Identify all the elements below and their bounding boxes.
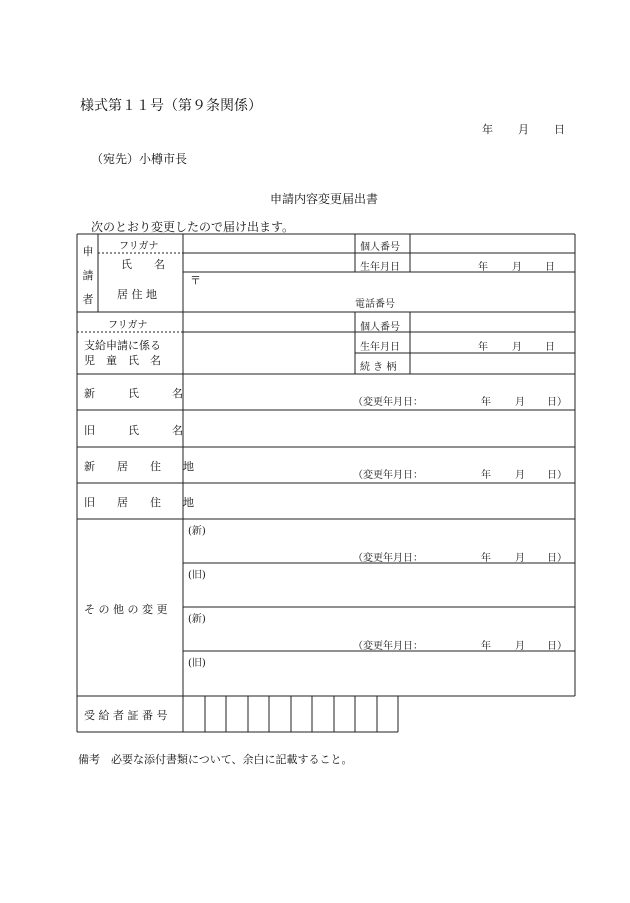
applicant-address-label: 居 住 地 <box>117 288 157 301</box>
child-birth-label: 生年月日 <box>360 342 400 353</box>
change-date-day: 日） <box>547 553 567 564</box>
applicant-furigana-label: フリガナ <box>119 241 159 252</box>
change-date-month: 月 <box>515 470 525 481</box>
change-date-year: 年 <box>481 397 491 408</box>
applicant-side-char: 者 <box>82 293 94 306</box>
header-date-month: 月 <box>518 123 529 136</box>
change-date-month: 月 <box>515 397 525 408</box>
change-date-new-name <box>353 393 568 407</box>
child-personal-no-label: 個人番号 <box>360 322 400 333</box>
change-date-other-2 <box>353 637 568 651</box>
new-name-label: 新 氏 名 <box>84 387 183 400</box>
change-date-other-1 <box>353 549 568 563</box>
change-date-year: 年 <box>481 641 491 652</box>
change-date-day: 日） <box>547 397 567 408</box>
child-furigana-label: フリガナ <box>108 320 148 331</box>
header-date-year: 年 <box>482 123 493 136</box>
old-mark-1: (旧) <box>188 570 206 581</box>
applicant-name-label: 氏 名 <box>121 258 165 271</box>
postal-mark: 〒 <box>190 274 201 287</box>
change-date-label: （変更年月日： <box>353 397 423 408</box>
old-address-label: 旧 居 住 地 <box>84 496 194 509</box>
other-change-label: そ の 他 の 変 更 <box>84 603 168 616</box>
applicant-birth-date <box>478 258 558 272</box>
applicant-side-char: 請 <box>82 269 94 282</box>
applicant-side-char: 申 <box>82 245 94 258</box>
change-date-month: 月 <box>515 641 525 652</box>
new-address-label: 新 居 住 地 <box>84 460 194 473</box>
change-date-day: 日） <box>547 470 567 481</box>
child-name-label-2: 児 童 氏 名 <box>84 354 161 367</box>
form-number: 様式第１１号（第９条関係） <box>80 98 262 114</box>
document-title: 申請内容変更届出書 <box>270 192 379 206</box>
child-birth-year: 年 <box>478 342 488 353</box>
applicant-birth-label: 生年月日 <box>360 262 400 273</box>
intro-text: 次のとおり変更したので届け出ます。 <box>91 220 295 234</box>
change-date-label: （変更年月日： <box>353 641 423 652</box>
child-birth-month: 月 <box>512 342 522 353</box>
change-date-day: 日） <box>547 641 567 652</box>
child-name-label-1: 支給申請に係る <box>84 339 161 352</box>
applicant-side-label <box>81 240 95 312</box>
applicant-birth-month: 月 <box>512 262 522 273</box>
recipient-number-label: 受 給 者 証 番 号 <box>84 709 168 722</box>
old-mark-2: (旧) <box>188 658 206 669</box>
new-mark-1: (新) <box>188 526 206 537</box>
applicant-personal-no-label: 個人番号 <box>360 242 400 253</box>
applicant-birth-day: 日 <box>545 262 555 273</box>
new-mark-2: (新) <box>188 614 206 625</box>
applicant-birth-year: 年 <box>478 262 488 273</box>
header-date-day: 日 <box>554 123 565 136</box>
change-date-month: 月 <box>515 553 525 564</box>
addressee: （宛先）小樽市長 <box>91 152 188 166</box>
change-date-new-address <box>353 466 568 480</box>
phone-label: 電話番号 <box>355 299 395 310</box>
relation-label: 続 き 柄 <box>360 362 397 373</box>
change-date-year: 年 <box>481 470 491 481</box>
old-name-label: 旧 氏 名 <box>84 424 183 437</box>
child-birth-date <box>478 338 558 352</box>
child-birth-day: 日 <box>545 342 555 353</box>
remarks-note: 備考 必要な添付書類について、余白に記載すること。 <box>78 753 353 766</box>
change-date-label: （変更年月日： <box>353 553 423 564</box>
change-date-label: （変更年月日： <box>353 470 423 481</box>
change-date-year: 年 <box>481 553 491 564</box>
